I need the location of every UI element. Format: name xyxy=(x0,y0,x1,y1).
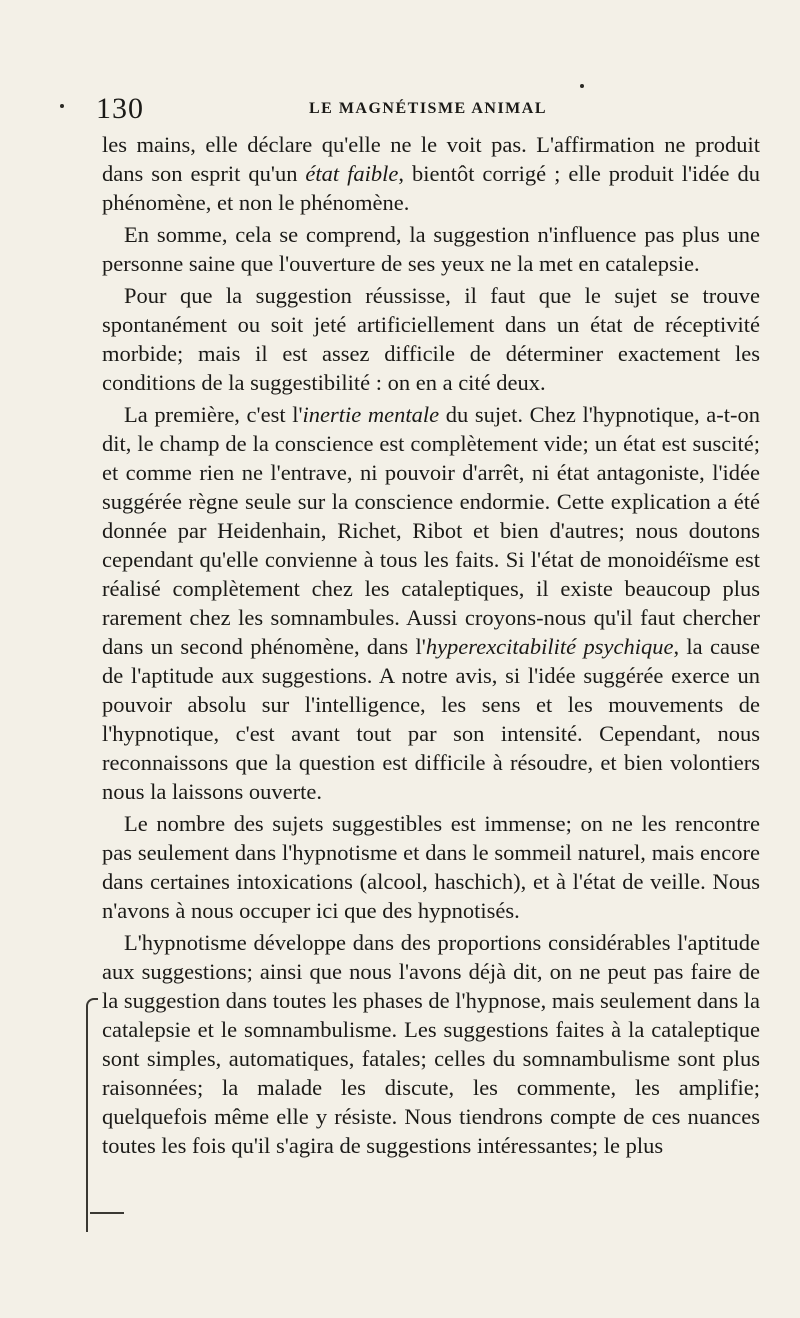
paragraph-4-italic-b: hyperexcitabilité psychique xyxy=(425,634,674,659)
paragraph-3-text: Pour que la suggestion réussisse, il faut que le sujet se trouve spontanément ou soit jeté artificiellement dans un état de réceptivité morbide; mais il est assez difficile de déterminer exactement les conditions de la suggestibilité : on en a cité deux. xyxy=(102,283,760,395)
paragraph-1 xyxy=(102,130,760,217)
print-speck xyxy=(60,104,64,108)
paragraph-4-text-a: La première, c'est l' xyxy=(124,402,303,427)
handwritten-margin-bracket xyxy=(86,998,98,1232)
paragraph-4 xyxy=(102,400,760,806)
paragraph-1-text-a: les mains, elle déclare qu'elle ne le voit pas. L'affirmation ne produit dans son esprit qu'un xyxy=(102,132,760,186)
page-number: 130 xyxy=(96,92,144,125)
paragraph-1-text-b: , bientôt corrigé ; elle produit l'idée du phénomène, et non le phénomène. xyxy=(102,161,760,215)
paragraph-5 xyxy=(102,809,760,925)
paragraph-2-text: En somme, cela se comprend, la suggestion n'influence pas plus une personne saine que l'ouverture de ses yeux ne la met en catalepsie. xyxy=(102,222,760,276)
page-header xyxy=(96,92,760,128)
paragraph-4-text-b: du sujet. Chez l'hypnotique, a-t-on dit, le champ de la conscience est complètement vide; un état est suscité; et comme rien ne l'entrave, ni pouvoir d'arrêt, ni état antagoniste, l'idée suggérée règne seule sur la conscience endormie. Cette explication a été donnée par Heidenhain, Richet, Ribot et bien d'autres; nous doutons cependant qu'elle convienne à tous les faits. Si l'état de monoidéïsme est réalisé complètement chez les cataleptiques, il existe beaucoup plus rarement chez les somnambules. Aussi croyons-nous qu'il faut chercher dans un second phénomène, dans l' xyxy=(102,402,760,659)
handwritten-margin-tick xyxy=(90,1212,124,1214)
print-speck xyxy=(580,84,584,88)
paragraph-4-text-c: , la cause de l'aptitude aux suggestions. A notre avis, si l'idée suggérée exerce un pouvoir absolu sur l'intelligence, les sens et les mouvements de l'hypnotique, c'est avant tout par son intensité. Cependant, nous reconnaissons que la question est difficile à résoudre, et bien volontiers nous la laissons ouverte. xyxy=(102,634,760,804)
body-text xyxy=(102,130,760,1160)
paragraph-4-italic-a: inertie mentale xyxy=(302,402,440,427)
paragraph-1-italic: état faible xyxy=(305,161,399,186)
paragraph-6-text: L'hypnotisme développe dans des proportions considérables l'aptitude aux suggestions; ainsi que nous l'avons déjà dit, on ne peut pas faire de la suggestion dans toutes les phases de l'hypnose, mais seulement dans la catalepsie et le somnambulisme. Les suggestions faites à la cataleptique sont simples, automatiques, fatales; celles du somnambulisme sont plus raisonnées; la malade les discute, les commente, les amplifie; quelquefois même elle y résiste. Nous tiendrons compte de ces nuances toutes les fois qu'il s'agira de suggestions intéressantes; le plus xyxy=(102,930,760,1158)
paragraph-3 xyxy=(102,281,760,397)
paragraph-5-text: Le nombre des sujets suggestibles est immense; on ne les rencontre pas seulement dans l'hypnotisme et dans le sommeil naturel, mais encore dans certaines intoxications (alcool, haschich), et à l'état de veille. Nous n'avons à nous occuper ici que des hypnotisés. xyxy=(102,811,760,923)
running-title: LE MAGNÉTISME ANIMAL xyxy=(308,100,548,117)
paragraph-6 xyxy=(102,928,760,1160)
paragraph-2 xyxy=(102,220,760,278)
